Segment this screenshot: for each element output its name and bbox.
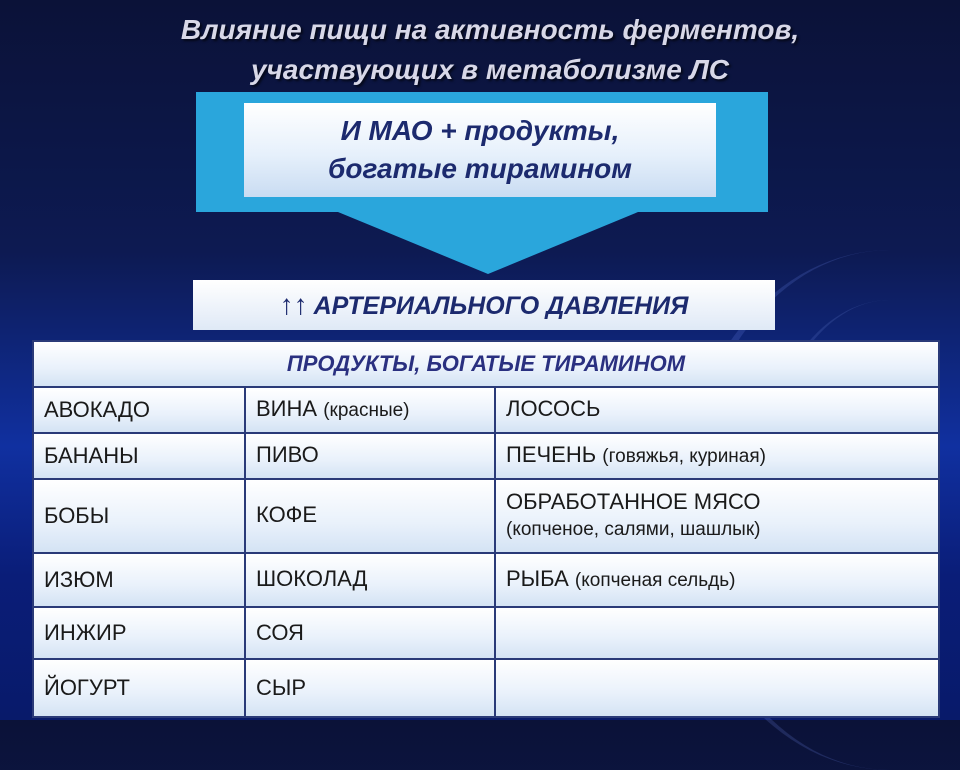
cell-main: ВИНА (256, 396, 318, 421)
cell-main: ПИВО (256, 442, 319, 467)
table-row (33, 659, 939, 717)
cell-note: (копченое, салями, шашлык) (506, 519, 761, 540)
table-cell: БОБЫ (33, 479, 245, 553)
table-cell: ИНЖИР (33, 607, 245, 659)
table-row (33, 387, 939, 433)
table-cell (245, 479, 495, 553)
cell-main: ЛОСОСЬ (506, 396, 601, 421)
table-cell (495, 387, 939, 433)
cell-main: ПЕЧЕНЬ (506, 442, 597, 467)
table-row (33, 553, 939, 607)
table-header-row (33, 341, 939, 387)
cell-note: (говяжья, куриная) (602, 446, 766, 467)
table-cell: АВОКАДО (33, 387, 245, 433)
table-row (33, 479, 939, 553)
down-arrow-head (338, 212, 638, 274)
slide-title-line2: участвующих в метаболизме ЛС (250, 54, 730, 85)
table-row (33, 607, 939, 659)
mao-tyramine-line1: И МАО + продукты, (340, 115, 620, 146)
mao-tyramine-box (244, 103, 716, 197)
cell-main: ШОКОЛАД (256, 566, 368, 591)
cell-note: (красные) (323, 400, 410, 421)
cell-main: СОЯ (256, 620, 304, 645)
cell-main: РЫБА (506, 566, 569, 591)
table-cell (495, 433, 939, 479)
table-cell (245, 659, 495, 717)
table-cell (495, 479, 939, 553)
table-header: ПРОДУКТЫ, БОГАТЫЕ ТИРАМИНОМ (33, 341, 939, 387)
table-cell (245, 433, 495, 479)
double-up-arrow-icon: ↑↑ (279, 289, 308, 320)
table-row (33, 433, 939, 479)
blood-pressure-text: АРТЕРИАЛЬНОГО ДАВЛЕНИЯ (313, 292, 689, 320)
cell-main: СЫР (256, 675, 307, 700)
table-cell (245, 607, 495, 659)
tyramine-foods-table (32, 340, 940, 718)
mao-tyramine-line2: богатые тирамином (328, 153, 632, 184)
cell-note: (копченая сельдь) (574, 570, 736, 591)
blood-pressure-box (193, 280, 775, 330)
table-cell (495, 659, 939, 717)
table-cell (495, 607, 939, 659)
table-cell (245, 387, 495, 433)
cell-main: ОБРАБОТАННОЕ МЯСО (506, 489, 761, 514)
cell-main: КОФЕ (256, 502, 318, 527)
table-cell: БАНАНЫ (33, 433, 245, 479)
slide-title-line1: Влияние пищи на активность ферментов, (180, 14, 800, 45)
table-cell (245, 553, 495, 607)
table-cell: ИЗЮМ (33, 553, 245, 607)
table-cell (495, 553, 939, 607)
table-cell: ЙОГУРТ (33, 659, 245, 717)
slide-title (0, 10, 960, 90)
